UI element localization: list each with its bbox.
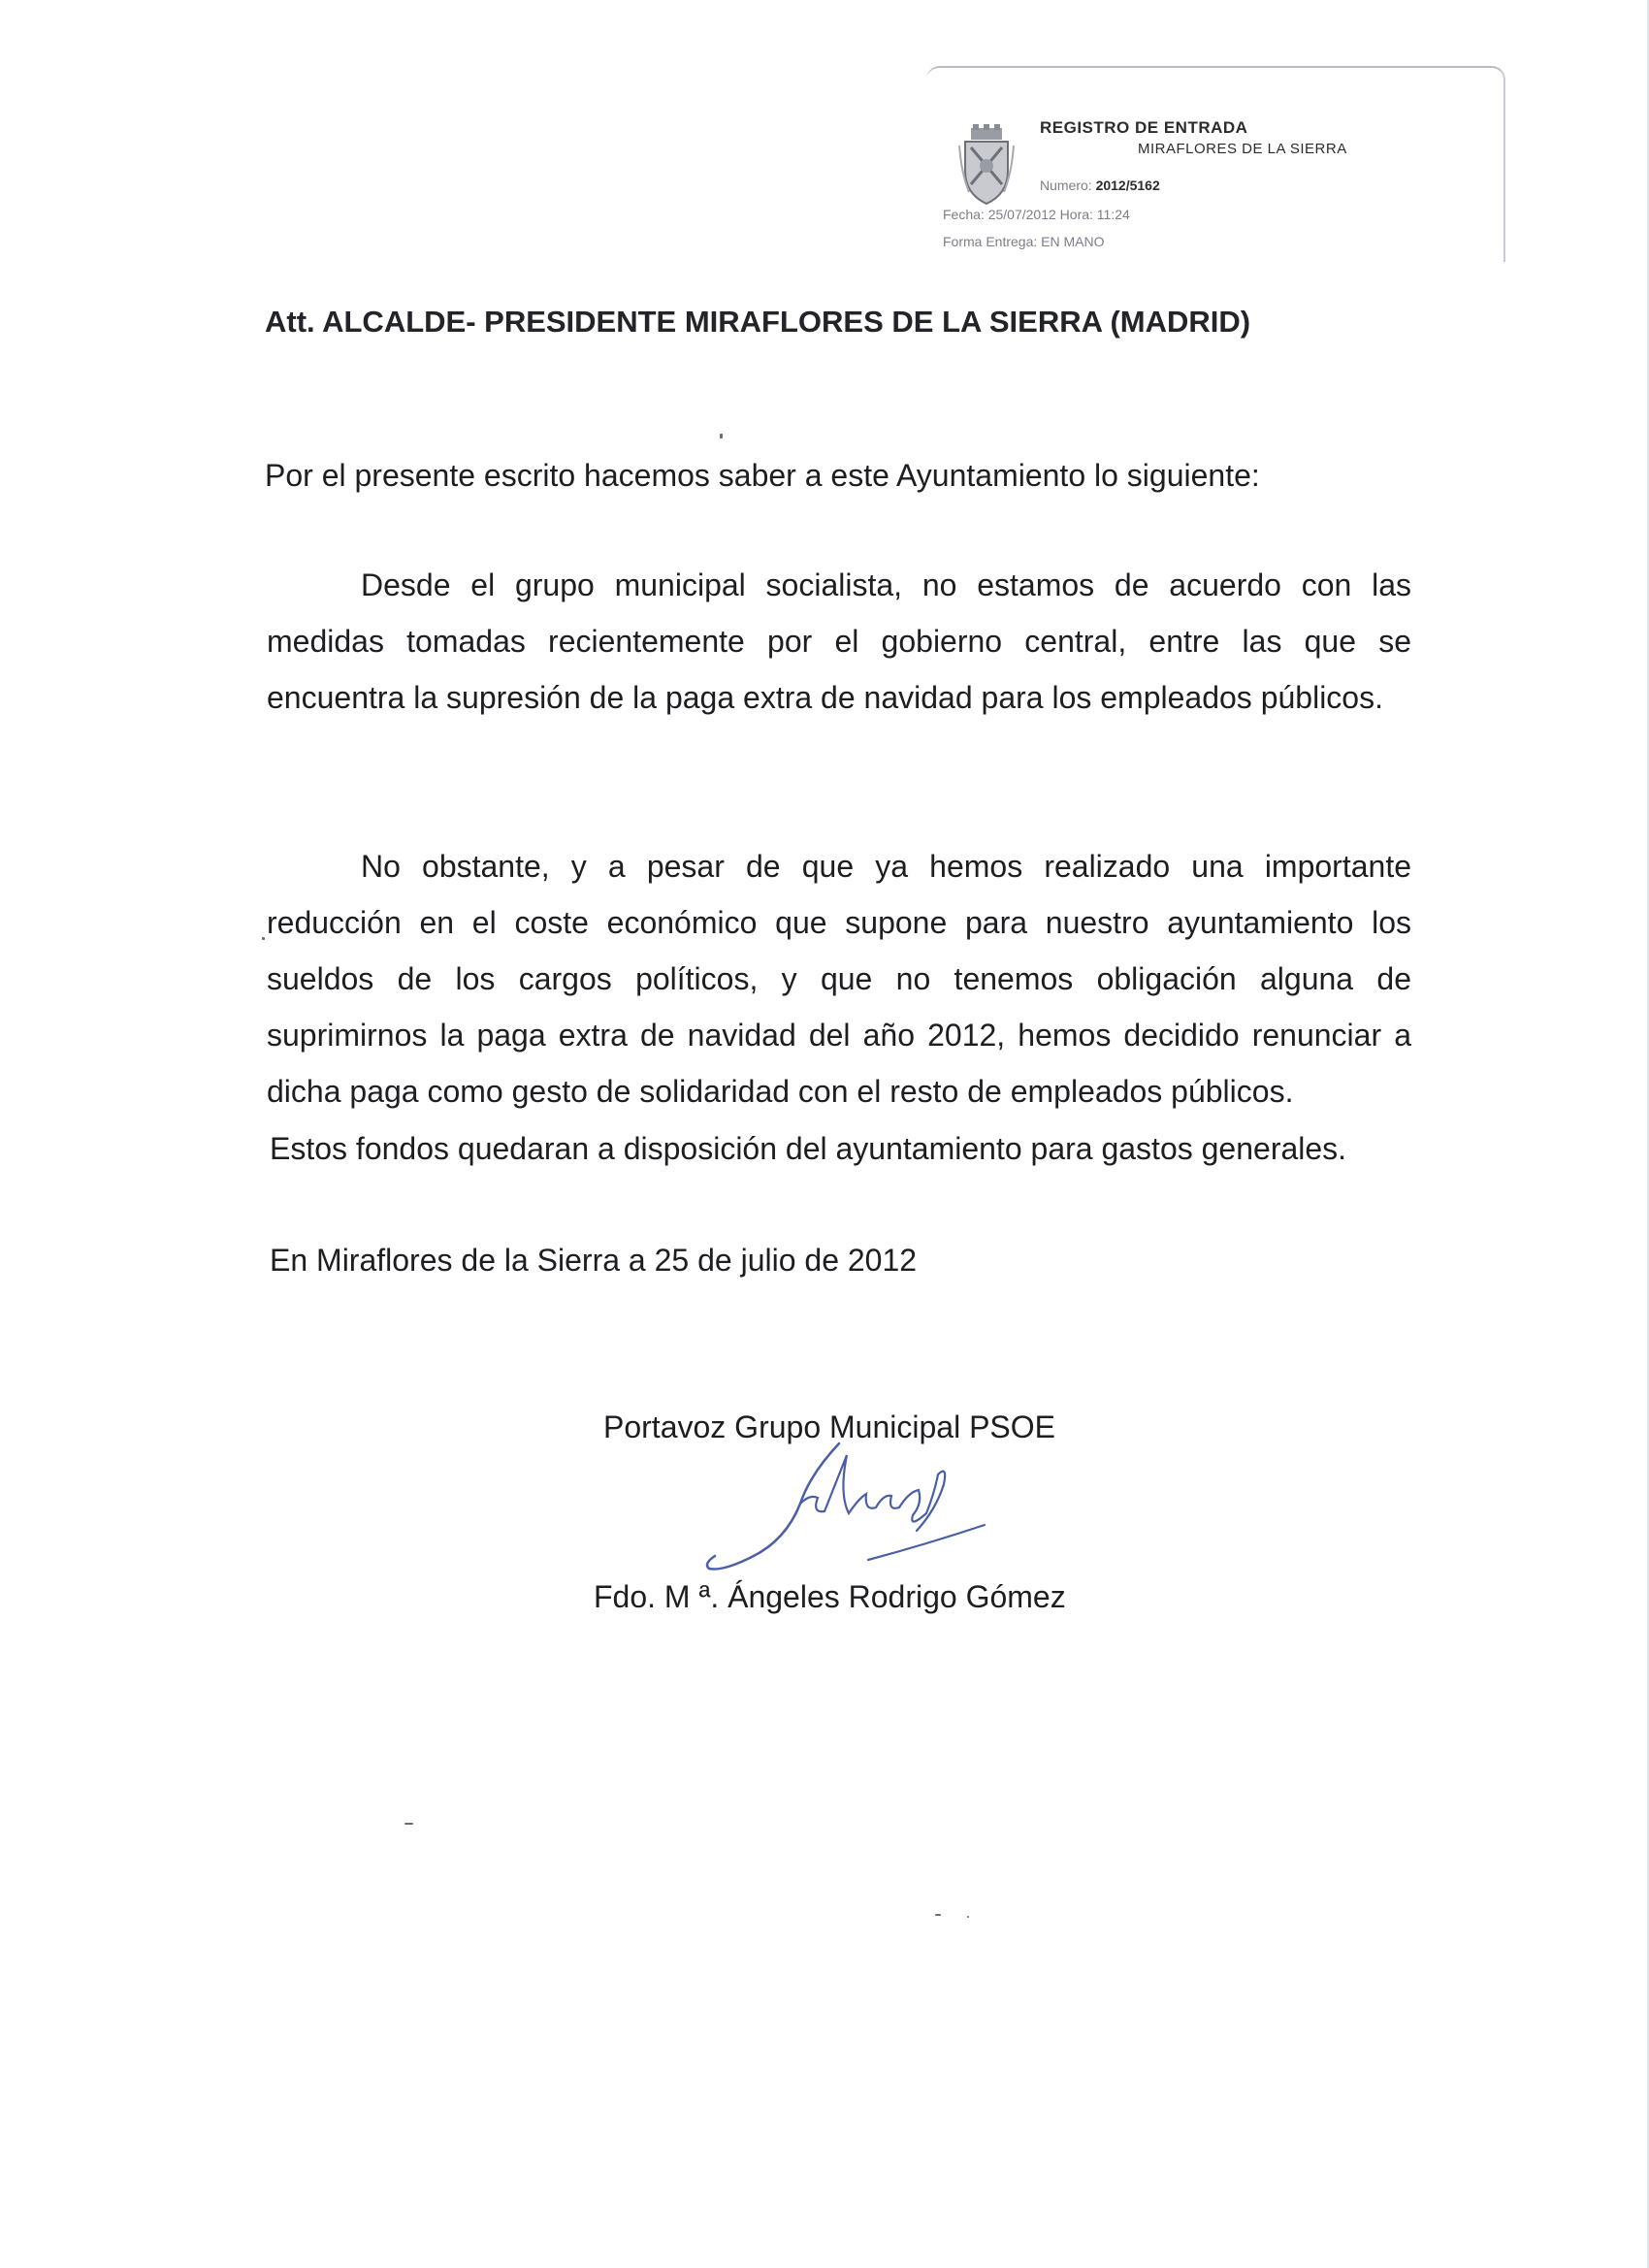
stamp-forma [943,234,1105,249]
signer-name: Fdo. M ª. Ángeles Rodrigo Gómez [594,1579,1066,1614]
scan-speck [967,1916,969,1918]
body-paragraph-3: Estos fondos quedaran a disposición del ayuntamiento para gastos generales. [270,1131,1347,1166]
stamp-fecha-label: Fecha: [943,207,985,222]
registry-stamp [926,66,1505,262]
scan-speck [262,937,265,940]
body-paragraph-2: No obstante, y a pesar de que ya hemos realizado una importante reducción en el coste económico que supone para nuestro ayuntamiento los sueldos de los cargos políticos, y que no tenemos obligación alguna de suprimirnos la paga extra de navidad del año 2012, hemos decidido renunciar a dicha paga como gesto de solidaridad con el resto de empleados públicos. [267,849,1411,1109]
stamp-title: REGISTRO DE ENTRADA [1040,118,1248,137]
coat-of-arms-icon [957,124,1016,206]
scan-speck [935,1914,941,1916]
intro-paragraph: Por el presente escrito hacemos saber a este Ayuntamiento lo siguiente: [265,458,1260,493]
stamp-hora-value: 11:24 [1096,207,1130,222]
stamp-forma-label: Forma Entrega: [943,234,1038,249]
stamp-fecha [943,207,1130,222]
stamp-fecha-value: 25/07/2012 [987,207,1056,222]
stamp-municipality: MIRAFLORES DE LA SIERRA [1138,141,1347,157]
scan-speck [720,434,723,438]
stamp-numero [1040,178,1160,193]
handwritten-signature [694,1436,994,1581]
stamp-numero-label: Numero: [1040,178,1092,193]
stamp-forma-value: EN MANO [1041,234,1105,249]
stamp-numero-value: 2012/5162 [1095,178,1160,193]
signer-role: Portavoz Grupo Municipal PSOE [603,1409,1055,1444]
recipient-heading: Att. ALCALDE- PRESIDENTE MIRAFLORES DE LA SIERRA (MADRID) [265,305,1251,339]
stamp-hora-label: Hora: [1059,207,1093,222]
scan-speck [404,1823,413,1825]
place-date: En Miraflores de la Sierra a 25 de julio de 2012 [270,1243,918,1278]
body-paragraph-1: Desde el grupo municipal socialista, no estamos de acuerdo con las medidas tomadas recientemente por el gobierno central, entre las que se encuentra la supresión de la paga extra de navidad para los empleados públicos. [267,567,1411,715]
